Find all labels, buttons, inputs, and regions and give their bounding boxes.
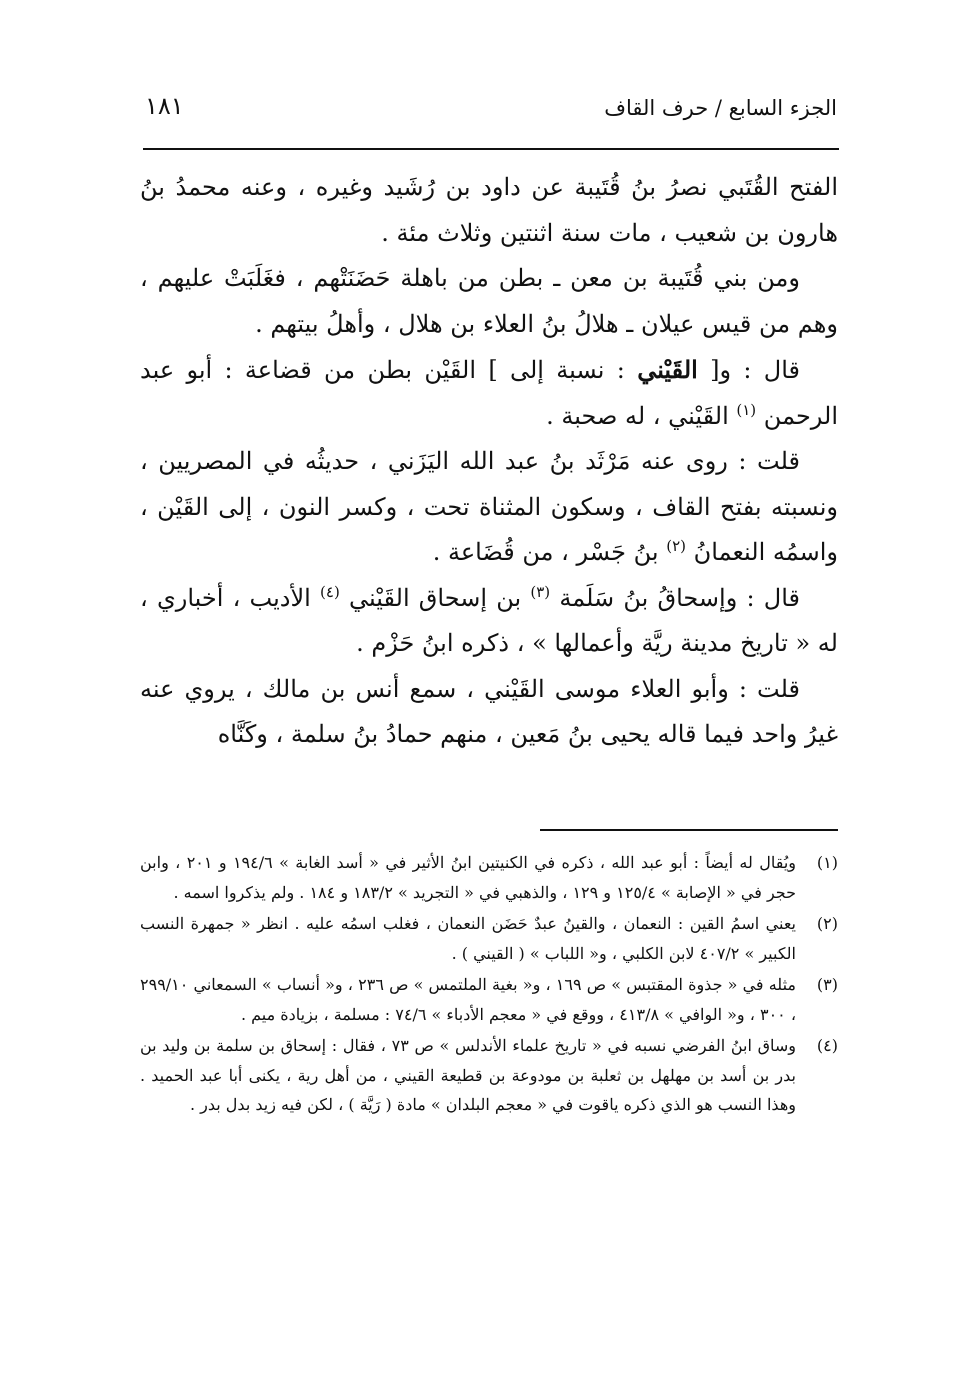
footnote-ref-4[interactable]: (٤) bbox=[320, 582, 340, 601]
footnote-text: مثله في « جذوة المقتبس » ص ١٦٩ ، و« بغية الملتمس » ص ٢٣٦ ، و« أنساب » السمعاني ٢٩٩/١٠ ، ٣٠٠ ، و« الوافي » ٤١٣/٨ ، ووقع في « معجم الأدباء » ٧٤/٦ : مسلمة ، بزيادة ميم . bbox=[140, 975, 797, 1024]
page-header bbox=[143, 92, 837, 132]
paragraph-4-part-b: بنُ جَسْر ، من قُضَاعة . bbox=[432, 538, 667, 566]
paragraph-3-part-a: قال : و[ bbox=[697, 356, 800, 384]
paragraph-2: ومن بني قُتَيبة بن معن ـ بطن من باهلة حَضَنَتْهم ، فغَلَبَتْ عليهم ، وهم من قيس عيلان ـ هلالُ بنُ العلاء بن هلال ، وأهلُ بيتهم . bbox=[140, 264, 838, 338]
entry-term: القَيْني bbox=[637, 355, 698, 384]
paragraph-4 bbox=[140, 439, 838, 576]
paragraph-3 bbox=[140, 347, 838, 439]
header-divider bbox=[143, 148, 839, 150]
paragraph-3-part-b: : نسبة إلى ] القَيْن بطن من قضاعة : أبو عبد الرحمن bbox=[140, 356, 838, 430]
paragraph-5 bbox=[140, 576, 838, 667]
footnote-text: وساق ابنُ الفرضي نسبه في « تاريخ علماء الأندلس » ص ٧٣ ، فقال : إسحاق بن سلمة بن وليد بن بدر بن أسد بن مهلهل بن ثعلبة بن مودوعة بن قطيعة القيني ، من أهل رية ، يكنى أبا عبد الحميد . وهذا النسب هو الذي ذكره ياقوت في « معجم البلدان » مادة ( رَيَّة ) ، لكن فيه زيد بدل بدر . bbox=[140, 1036, 797, 1114]
page-number: ١٨١ bbox=[145, 92, 184, 120]
paragraph-6: قلت : وأبو العلاء موسى القَيْني ، سمع أنس بن مالك ، يروي عنه غيرُ واحد فيما قاله يحيى بنُ مَعين ، منهم حمادُ بنُ سلمة ، وكَنَّاه bbox=[140, 674, 838, 748]
footnote-1 bbox=[140, 848, 838, 907]
running-title: الجزء السابع / حرف القاف bbox=[604, 96, 837, 120]
paragraph-5-part-c: الأديب ، أخباري ، له « تاريخ مدينة ريَّة وأعمالها » ، ذكره ابنُ حَزْم . bbox=[140, 583, 838, 657]
paragraph-4-part-a: قلت : روى عنه مَرْثَد بنُ عبد الله اليَزَني ، حديثُه في المصريين ، ونسبته بفتح القاف ، وسكون المثناة تحت ، وكسر النون ، إلى القَيْن ، واسمُه النعمانُ bbox=[140, 447, 839, 566]
footnote-2 bbox=[140, 909, 838, 968]
footnotes bbox=[140, 848, 838, 1122]
footnote-4 bbox=[140, 1031, 838, 1120]
footnote-ref-1[interactable]: (١) bbox=[736, 400, 757, 419]
footnote-divider bbox=[540, 829, 838, 831]
footnote-number: (٤) bbox=[816, 1036, 838, 1055]
footnote-number: (١) bbox=[816, 853, 838, 872]
paragraph-5-part-a: قال : وإسحاقُ بنُ سَلَمة bbox=[559, 583, 800, 612]
footnote-text: يعني اسمُ القين : النعمان ، والقينُ عبدٌ حَضَن النعمان ، فغلب اسمُه عليه . انظر « جمهرة النسب الكبير » ٤٠٧/٢ لابن الكلبي ، و« اللباب » ( القيني ) . bbox=[140, 914, 797, 963]
footnote-text: ويُقال له أيضاً : أبو عبد الله ، ذكره في الكنيتين ابنُ الأثير في « أسد الغابة » ١٩٤/٦ و ٢٠١ ، وابن حجر في « الإصابة » ١٢٥/٤ و ١٢٩ ، والذهبي في « التجريد » ١٨٣/٢ و ١٨٤ . ولم يذكروا اسمه . bbox=[140, 853, 796, 902]
paragraph-1: الفتح القُتَبي نصرُ بنُ قُتَيبة عن داود بن رُشَيد وغيره ، وعنه محمدُ بنُ هارون بن شعيب ، مات سنة اثنتين وثلاث مئة . bbox=[140, 173, 838, 247]
footnote-ref-3[interactable]: (٣) bbox=[530, 582, 551, 601]
footnote-ref-2[interactable]: (٢) bbox=[666, 537, 686, 555]
footnote-3 bbox=[140, 970, 838, 1029]
paragraph-3-part-c: القَيْني ، له صحبة . bbox=[546, 401, 737, 430]
footnote-number: (٢) bbox=[816, 914, 838, 933]
main-text bbox=[140, 165, 838, 758]
footnote-number: (٣) bbox=[816, 975, 838, 994]
paragraph-5-part-b: بن إسحاق القَيْني bbox=[349, 583, 531, 612]
